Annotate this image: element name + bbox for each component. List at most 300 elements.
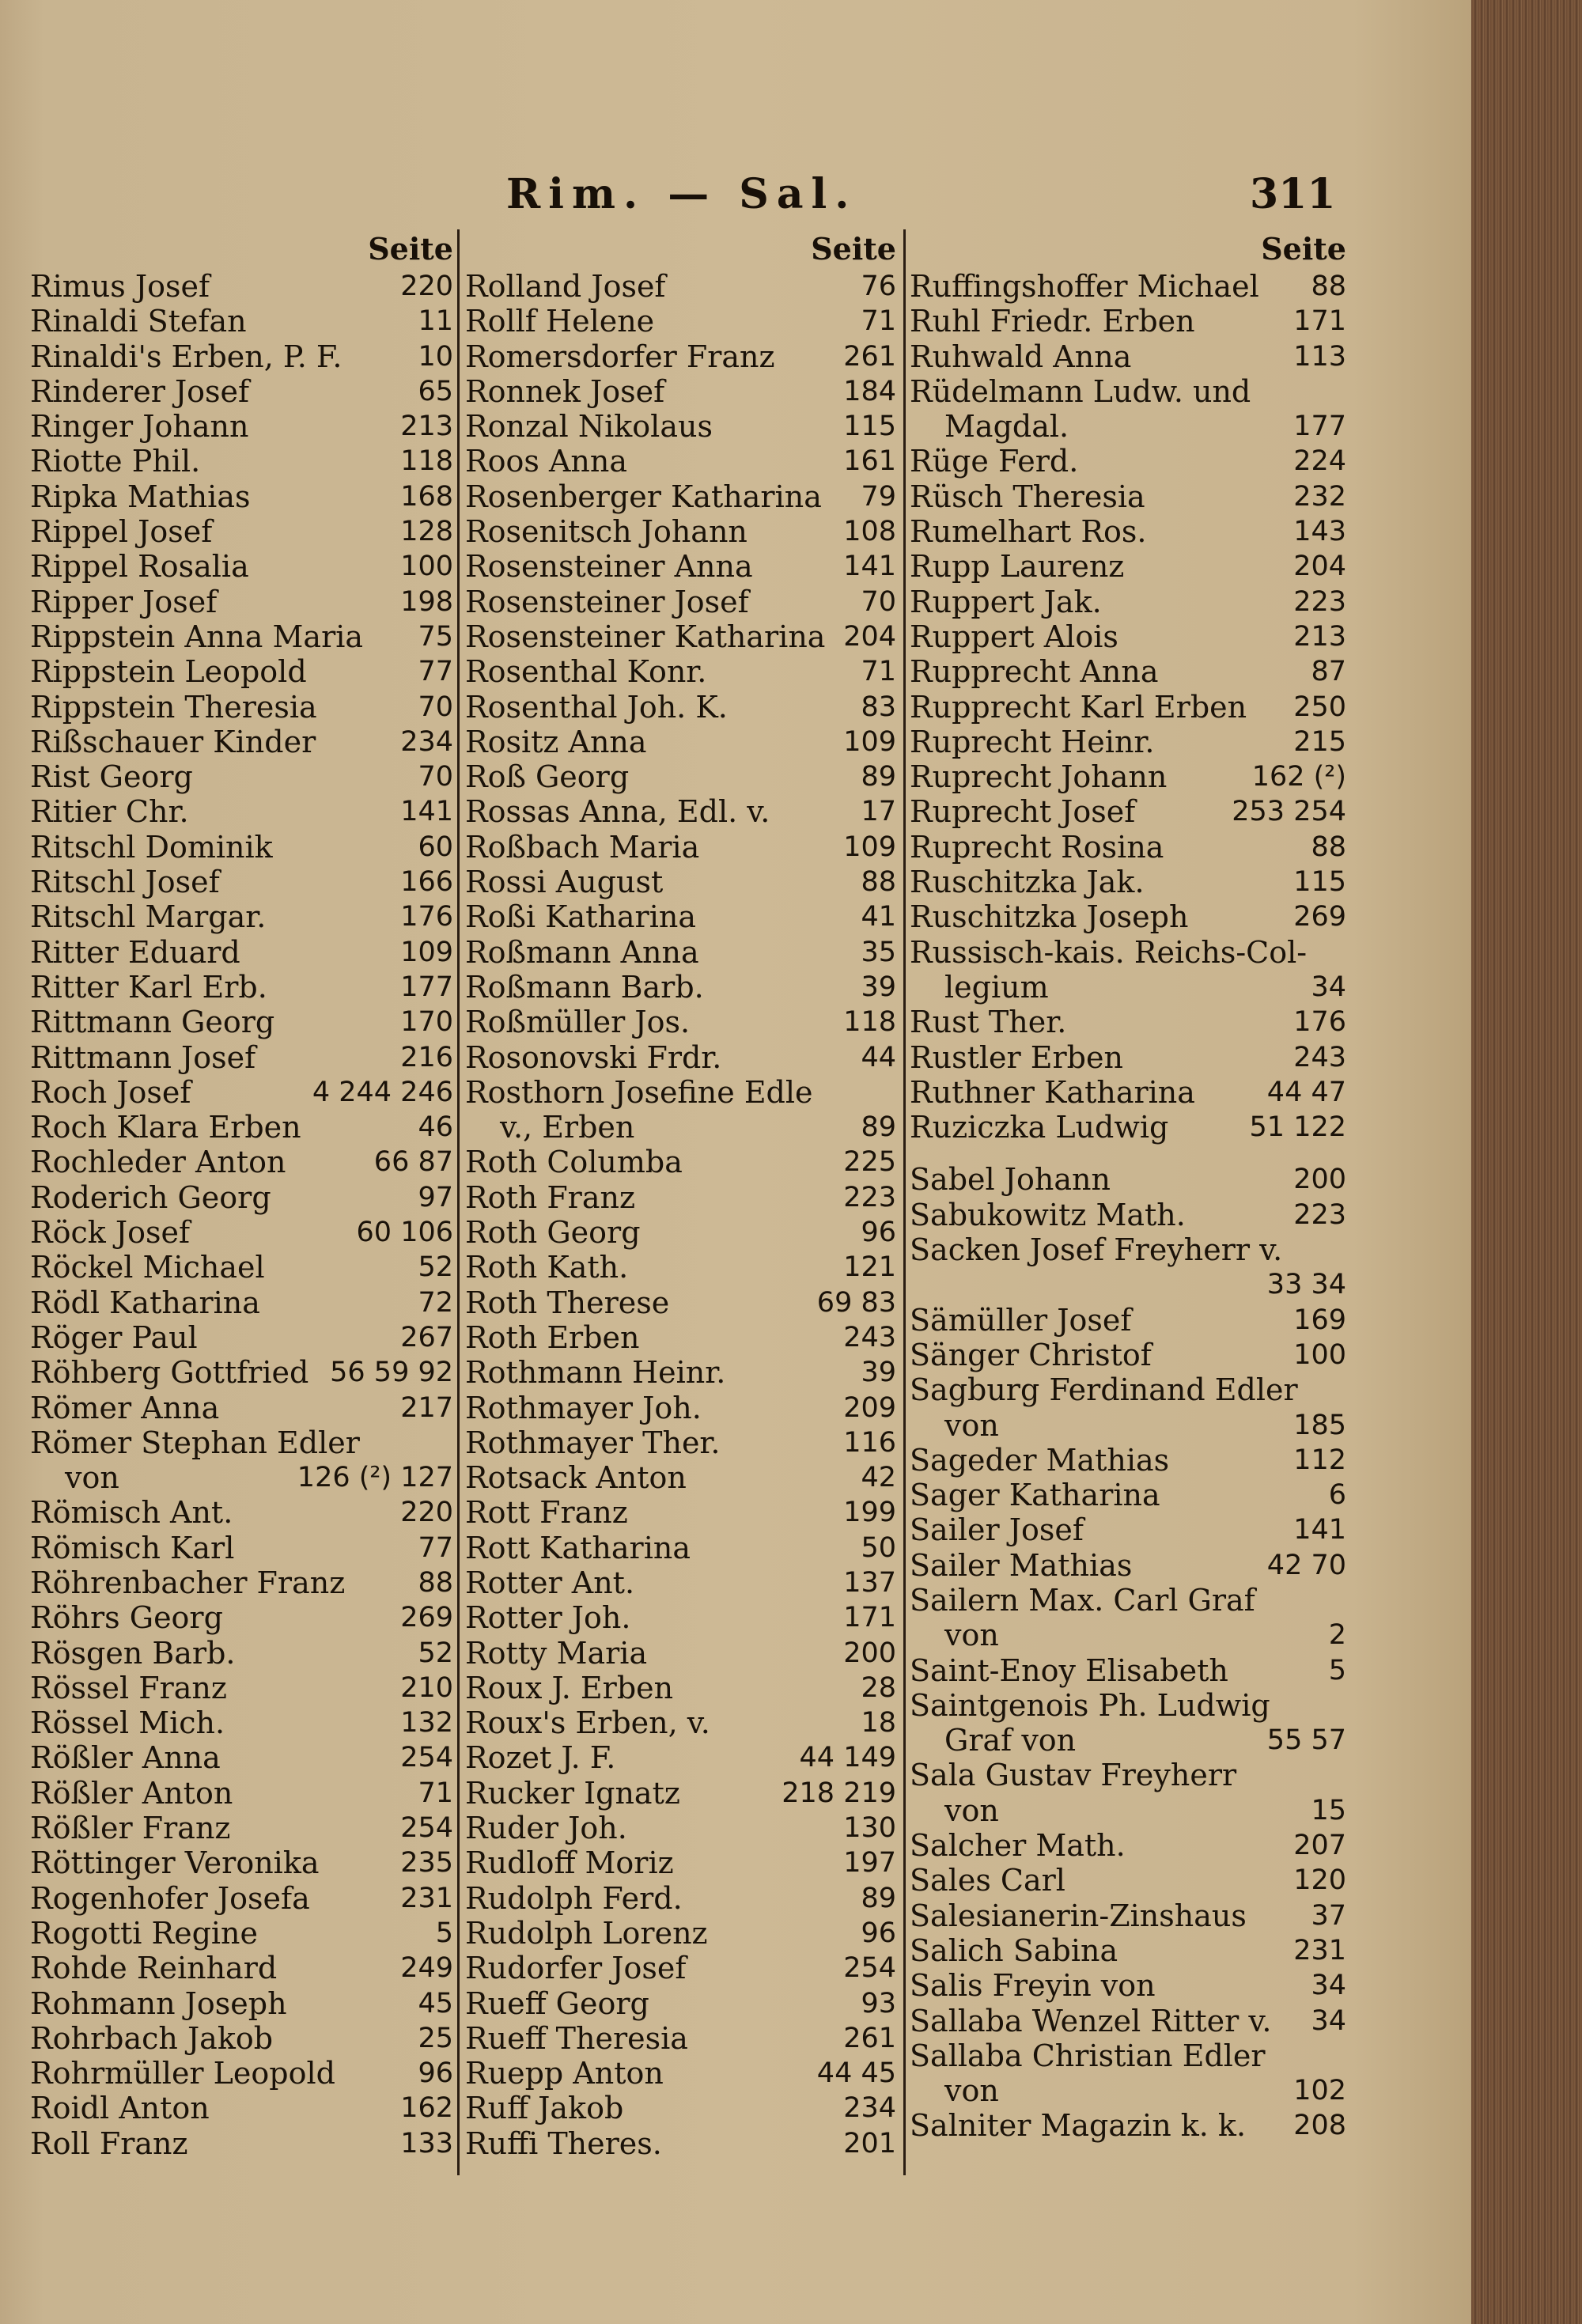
index-entry — [465, 1636, 896, 1671]
entry-name: Ripper Josef — [30, 584, 218, 619]
entry-pages: 79 — [861, 480, 896, 513]
column-heading: Seite — [1261, 231, 1346, 267]
entry-pages: 141 — [843, 551, 896, 583]
entry-name: legium — [944, 969, 1049, 1005]
entry-pages: 217 — [400, 1391, 453, 1424]
entry-name: Ritschl Margar. — [30, 899, 267, 935]
entry-name: Rupp Laurenz — [910, 549, 1125, 585]
entry-pages: 77 — [418, 1531, 453, 1564]
index-entry — [465, 1811, 896, 1845]
index-entry — [30, 1671, 453, 1705]
entry-name: Ruprecht Rosina — [910, 829, 1164, 865]
index-entry — [465, 1531, 896, 1565]
index-entry — [910, 2004, 1346, 2038]
entry-name: Rosenberger Katharina — [465, 479, 822, 514]
index-entry — [30, 865, 453, 899]
entry-name: Roßmann Barb. — [465, 969, 704, 1005]
entry-pages: 109 — [843, 725, 896, 758]
index-entry — [465, 444, 896, 479]
index-entry — [465, 1951, 896, 1985]
entry-name: Rueff Theresia — [465, 2020, 688, 2056]
entry-pages: 126 (²) 127 — [297, 1462, 453, 1494]
index-entry — [910, 1372, 1346, 1407]
entry-pages: 37 — [1311, 1899, 1346, 1932]
index-entry — [30, 1215, 453, 1250]
index-entry — [910, 899, 1346, 934]
entry-name: Ruthner Katharina — [910, 1074, 1195, 1110]
entry-name: Rollf Helene — [465, 304, 655, 339]
entry-name: Russisch-kais. Reichs-Col- — [910, 934, 1308, 970]
index-entry — [465, 1881, 896, 1916]
entry-name: Roth Columba — [465, 1145, 683, 1180]
index-entry — [30, 1145, 453, 1179]
entry-pages: 216 — [400, 1041, 453, 1073]
entry-pages: 254 — [400, 1812, 453, 1845]
entry-pages: 162 (²) — [1251, 761, 1346, 793]
entry-name: Sailern Max. Carl Graf — [910, 1582, 1255, 1618]
entry-name: Rott Katharina — [465, 1530, 691, 1565]
entry-name: Salesianerin-Zinshaus — [910, 1898, 1247, 1933]
entry-pages: 118 — [843, 1006, 896, 1039]
index-entry — [910, 654, 1346, 689]
entry-name: Rimus Josef — [30, 269, 210, 304]
entry-pages: 70 — [418, 691, 453, 723]
entry-pages: 89 — [861, 1111, 896, 1144]
entry-name: Sabukowitz Math. — [910, 1197, 1186, 1232]
entry-name: Ruepp Anton — [465, 2056, 664, 2091]
entry-name: Rößler Franz — [30, 1811, 231, 1846]
entry-name: Rosenitsch Johann — [465, 514, 747, 550]
index-entry — [30, 619, 453, 654]
entry-pages: 209 — [843, 1391, 896, 1424]
entry-name: Rotter Joh. — [465, 1600, 631, 1636]
entry-name: Ruppert Alois — [910, 619, 1118, 654]
index-entry — [465, 619, 896, 654]
entry-name: Roßi Katharina — [465, 899, 696, 935]
index-entry — [910, 444, 1346, 479]
entry-pages: 100 — [400, 551, 453, 583]
index-entry — [465, 2091, 896, 2125]
entry-name: Röger Paul — [30, 1319, 198, 1355]
entry-pages: 223 — [1293, 585, 1346, 618]
entry-pages: 33 34 — [1266, 1269, 1346, 1301]
entry-pages: 34 — [1311, 1970, 1346, 2002]
entry-name: Salis Freyin von — [910, 1968, 1156, 2004]
entry-pages: 2 — [1328, 1619, 1346, 1652]
entry-name: Ritschl Dominik — [30, 829, 273, 865]
entry-name: Ruffingshoffer Michael — [910, 269, 1259, 304]
entry-name: Rohmann Joseph — [30, 1985, 287, 2021]
index-entry — [910, 1267, 1346, 1302]
entry-name: Rupprecht Karl Erben — [910, 689, 1247, 725]
index-entry — [30, 1881, 453, 1916]
entry-pages: 42 70 — [1266, 1549, 1346, 1581]
index-entry — [910, 304, 1346, 339]
entry-pages: 70 — [418, 761, 453, 793]
index-entry — [910, 2038, 1346, 2073]
entry-name: Rißschauer Kinder — [30, 724, 316, 759]
index-entry — [465, 1705, 896, 1740]
entry-name: Römer Stephan Edler — [30, 1425, 360, 1460]
index-entry — [910, 269, 1346, 304]
entry-name: Ruprecht Josef — [910, 794, 1136, 830]
index-entry — [465, 514, 896, 549]
index-entry — [910, 1303, 1346, 1338]
entry-name: Rosonovski Frdr. — [465, 1039, 722, 1075]
entry-name: Roth Georg — [465, 1215, 641, 1251]
entry-pages: 141 — [400, 796, 453, 828]
index-entry — [910, 830, 1346, 865]
entry-pages: 161 — [843, 445, 896, 478]
page-header — [0, 170, 1471, 225]
entry-pages: 232 — [1293, 480, 1346, 513]
entry-pages: 269 — [1293, 901, 1346, 933]
entry-pages: 87 — [1311, 656, 1346, 688]
entry-name: Roch Klara Erben — [30, 1110, 301, 1145]
entry-pages: 100 — [1293, 1338, 1346, 1371]
entry-name: Rolland Josef — [465, 269, 666, 304]
index-entry — [30, 1845, 453, 1880]
index-entry — [910, 1162, 1346, 1197]
entry-pages: 34 — [1311, 2004, 1346, 2037]
entry-name: Ruppert Jak. — [910, 584, 1102, 619]
entry-name: Magdal. — [944, 409, 1069, 445]
index-entry — [465, 654, 896, 689]
index-entry — [910, 1548, 1346, 1583]
entry-pages: 42 — [861, 1462, 896, 1494]
entry-pages: 269 — [400, 1602, 453, 1634]
entry-name: Rüdelmann Ludw. und — [910, 373, 1251, 409]
running-title: Rim. — Sal. — [506, 170, 857, 218]
index-entry — [30, 1250, 453, 1285]
index-entry — [910, 1968, 1346, 2003]
entry-name: Rumelhart Ros. — [910, 514, 1147, 550]
entry-name: Roth Erben — [465, 1319, 640, 1355]
entry-name: Rittmann Josef — [30, 1039, 256, 1075]
entry-pages: 65 — [418, 375, 453, 407]
entry-name: Rotty Maria — [465, 1635, 648, 1671]
entry-pages: 176 — [1293, 1006, 1346, 1039]
entry-name: Römisch Ant. — [30, 1495, 233, 1531]
index-entry — [910, 1933, 1346, 1968]
entry-name: Roidl Anton — [30, 2091, 210, 2126]
index-entry — [465, 1285, 896, 1320]
index-entry — [465, 1986, 896, 2021]
entry-name: Sänger Christof — [910, 1337, 1152, 1372]
entry-pages: 121 — [843, 1251, 896, 1284]
index-entry — [30, 1565, 453, 1600]
index-entry — [30, 444, 453, 479]
index-entry — [910, 2073, 1346, 2108]
entry-name: Graf von — [944, 1723, 1077, 1758]
entry-pages: 220 — [400, 271, 453, 302]
index-entry — [910, 1110, 1346, 1145]
entry-name: Sabel Johann — [910, 1162, 1111, 1198]
entry-name: Roßmüller Jos. — [465, 1005, 691, 1040]
entry-name: Rosensteiner Anna — [465, 549, 753, 585]
index-entry — [30, 1811, 453, 1845]
entry-name: Roth Franz — [465, 1179, 635, 1215]
index-entry — [30, 970, 453, 1005]
entry-pages: 253 254 — [1232, 796, 1346, 828]
index-entry — [465, 970, 896, 1005]
index-entry — [910, 865, 1346, 899]
entry-pages: 234 — [400, 725, 453, 758]
entry-name: Rüsch Theresia — [910, 479, 1145, 514]
index-entry — [465, 899, 896, 934]
index-entry — [465, 1740, 896, 1775]
index-entry — [910, 479, 1346, 514]
entry-name: Ruff Jakob — [465, 2091, 624, 2126]
index-entry — [910, 1443, 1346, 1478]
entry-name: Roth Therese — [465, 1285, 670, 1320]
entry-name: Rudorfer Josef — [465, 1951, 687, 1986]
entry-name: Sailer Josef — [910, 1512, 1084, 1548]
index-entry — [465, 1250, 896, 1285]
page-number: 311 — [1250, 170, 1336, 218]
entry-name: Sacken Josef Freyherr v. — [910, 1232, 1283, 1268]
entry-pages: 197 — [843, 1847, 896, 1879]
index-entry — [465, 1040, 896, 1075]
entry-pages: 130 — [843, 1812, 896, 1845]
entry-pages: 46 — [418, 1111, 453, 1144]
entry-pages: 97 — [418, 1181, 453, 1213]
entry-name: Rogotti Regine — [30, 1915, 259, 1951]
index-entry — [910, 1723, 1346, 1758]
entry-pages: 39 — [861, 971, 896, 1003]
entry-pages: 44 47 — [1266, 1076, 1346, 1108]
entry-pages: 109 — [843, 831, 896, 863]
entry-name: Rothmann Heinr. — [465, 1355, 726, 1391]
index-entry — [30, 374, 453, 409]
index-entry — [30, 1740, 453, 1775]
entry-name: Ripka Mathias — [30, 479, 251, 514]
entry-name: Rogenhofer Josefa — [30, 1880, 310, 1916]
index-entry — [910, 1478, 1346, 1512]
index-entry — [30, 1951, 453, 1985]
index-entry — [465, 1671, 896, 1705]
entry-name: Rudloff Moriz — [465, 1845, 674, 1881]
entry-pages: 243 — [1293, 1041, 1346, 1073]
index-entry — [30, 2056, 453, 2091]
entry-pages: 261 — [843, 340, 896, 373]
entry-pages: 234 — [843, 2092, 896, 2125]
index-entry — [910, 690, 1346, 725]
entry-pages: 89 — [861, 761, 896, 793]
index-entry — [465, 1495, 896, 1530]
index-entry — [465, 1600, 896, 1635]
entry-pages: 89 — [861, 1882, 896, 1914]
entry-name: Rippstein Theresia — [30, 689, 317, 725]
entry-name: Ringer Johann — [30, 409, 249, 445]
entry-pages: 120 — [1293, 1864, 1346, 1897]
index-entry — [465, 1110, 896, 1145]
entry-name: Rucker Ignatz — [465, 1775, 680, 1811]
entry-name: Rotsack Anton — [465, 1460, 687, 1496]
entry-pages: 52 — [418, 1251, 453, 1284]
entry-pages: 200 — [843, 1637, 896, 1669]
entry-pages: 133 — [400, 2127, 453, 2159]
entry-pages: 250 — [1293, 691, 1346, 723]
entry-name: Saintgenois Ph. Ludwig — [910, 1687, 1270, 1723]
entry-name: Salcher Math. — [910, 1828, 1126, 1864]
entry-pages: 201 — [843, 2127, 896, 2159]
index-entry — [465, 1460, 896, 1495]
entry-name: Sales Carl — [910, 1863, 1065, 1898]
entry-pages: 204 — [843, 620, 896, 653]
entry-name: Ruprecht Johann — [910, 759, 1168, 795]
entry-pages: 113 — [1293, 340, 1346, 373]
index-entry — [465, 690, 896, 725]
entry-pages: 17 — [861, 796, 896, 828]
entry-name: Rustler Erben — [910, 1039, 1123, 1075]
entry-pages: 185 — [1293, 1409, 1346, 1441]
index-entry — [465, 549, 896, 584]
entry-name: Rosensteiner Josef — [465, 584, 749, 619]
index-entry — [30, 1916, 453, 1951]
index-entry — [910, 725, 1346, 759]
entry-pages: 220 — [400, 1497, 453, 1529]
entry-name: Romersdorfer Franz — [465, 339, 775, 374]
index-entry — [465, 1180, 896, 1215]
entry-pages: 254 — [843, 1952, 896, 1985]
entry-pages: 204 — [1293, 551, 1346, 583]
entry-name: Sageder Mathias — [910, 1442, 1170, 1478]
index-entry — [910, 585, 1346, 619]
index-entry — [30, 1075, 453, 1110]
entry-name: Roos Anna — [465, 444, 627, 479]
entry-name: Salich Sabina — [910, 1932, 1118, 1968]
index-entry — [910, 2108, 1346, 2143]
index-entry — [465, 374, 896, 409]
index-entry — [465, 830, 896, 865]
entry-name: Rößler Anna — [30, 1740, 221, 1776]
entry-name: Ruziczka Ludwig — [910, 1110, 1169, 1145]
entry-name: Rotter Ant. — [465, 1565, 635, 1600]
entry-pages: 116 — [843, 1426, 896, 1459]
entry-pages: 77 — [418, 656, 453, 688]
entry-pages: 25 — [418, 2022, 453, 2054]
entry-pages: 128 — [400, 516, 453, 548]
index-entry — [465, 1355, 896, 1390]
entry-name: Sailer Mathias — [910, 1547, 1133, 1583]
entry-pages: 93 — [861, 1987, 896, 2019]
entry-pages: 171 — [843, 1602, 896, 1634]
index-column-3 — [910, 229, 1346, 2144]
index-entry — [30, 1285, 453, 1320]
index-entry — [30, 2126, 453, 2161]
entry-pages: 176 — [400, 901, 453, 933]
index-entry — [30, 794, 453, 829]
index-entry — [910, 409, 1346, 444]
entry-pages: 88 — [1311, 831, 1346, 863]
entry-name: Roux J. Erben — [465, 1670, 674, 1705]
index-entry — [30, 1320, 453, 1355]
index-entry — [465, 1145, 896, 1179]
entry-pages: 4 244 246 — [312, 1076, 453, 1108]
entry-name: Rödl Katharina — [30, 1285, 260, 1320]
entry-name: Rust Ther. — [910, 1005, 1067, 1040]
index-entry — [465, 2126, 896, 2161]
entry-name: Rossas Anna, Edl. v. — [465, 794, 770, 830]
entry-name: Sämüller Josef — [910, 1302, 1132, 1338]
entry-name: Rippel Rosalia — [30, 549, 249, 585]
book-page-edges — [1471, 0, 1582, 2324]
index-entry — [30, 1705, 453, 1740]
entry-pages: 52 — [418, 1637, 453, 1669]
index-entry — [910, 1338, 1346, 1372]
entry-name: Ronzal Nikolaus — [465, 409, 713, 445]
entry-name: Röhrs Georg — [30, 1600, 223, 1636]
entry-pages: 235 — [400, 1847, 453, 1879]
index-entry — [30, 1600, 453, 1635]
entry-name: Rupprecht Anna — [910, 654, 1159, 690]
index-entry — [30, 1460, 453, 1495]
entry-name: Roll Franz — [30, 2125, 188, 2161]
entry-pages: 168 — [400, 480, 453, 513]
entry-name: Römer Anna — [30, 1390, 220, 1425]
entry-pages: 223 — [1293, 1198, 1346, 1231]
entry-pages: 199 — [843, 1497, 896, 1529]
entry-pages: 115 — [1293, 866, 1346, 899]
index-entry — [30, 1495, 453, 1530]
entry-pages: 102 — [1293, 2075, 1346, 2107]
index-entry — [30, 725, 453, 759]
index-column-1 — [30, 229, 453, 2161]
index-entry — [30, 514, 453, 549]
entry-name: von — [944, 1407, 999, 1443]
index-entry — [30, 1776, 453, 1811]
entry-pages: 96 — [861, 1917, 896, 1949]
entry-name: Salniter Magazin k. k. — [910, 2108, 1247, 2144]
index-entry — [465, 1215, 896, 1250]
index-entry — [910, 1688, 1346, 1723]
entry-pages: 56 59 92 — [330, 1357, 453, 1389]
entry-pages: 118 — [400, 445, 453, 478]
index-entry — [910, 1075, 1346, 1110]
index-entry — [910, 1408, 1346, 1443]
index-entry — [30, 549, 453, 584]
entry-name: Rittmann Georg — [30, 1005, 275, 1040]
index-column-2 — [465, 229, 896, 2161]
entry-name: Rossi August — [465, 865, 664, 900]
entry-name: Rosensteiner Katharina — [465, 619, 826, 654]
index-entry — [910, 759, 1346, 794]
entry-pages: 207 — [1293, 1830, 1346, 1862]
index-entry — [910, 1898, 1346, 1933]
entry-pages: 231 — [400, 1882, 453, 1914]
index-entry — [30, 1110, 453, 1145]
index-entry — [910, 619, 1346, 654]
index-entry — [910, 1583, 1346, 1618]
entry-name: Rössel Mich. — [30, 1705, 225, 1741]
entry-pages: 60 — [418, 831, 453, 863]
entry-name: Rippstein Leopold — [30, 654, 307, 690]
entry-name: von — [65, 1460, 119, 1496]
index-entry — [465, 865, 896, 899]
index-entry — [30, 759, 453, 794]
entry-name: Rinderer Josef — [30, 373, 250, 409]
index-entry — [30, 409, 453, 444]
column-divider — [457, 229, 460, 2175]
entry-name: Saint-Enoy Elisabeth — [910, 1652, 1228, 1688]
entry-pages: 143 — [1293, 516, 1346, 548]
entry-pages: 243 — [843, 1321, 896, 1353]
entry-name: Rosenthal Konr. — [465, 654, 707, 690]
index-entry — [465, 1005, 896, 1039]
index-entry — [30, 690, 453, 725]
index-entry — [465, 1565, 896, 1600]
